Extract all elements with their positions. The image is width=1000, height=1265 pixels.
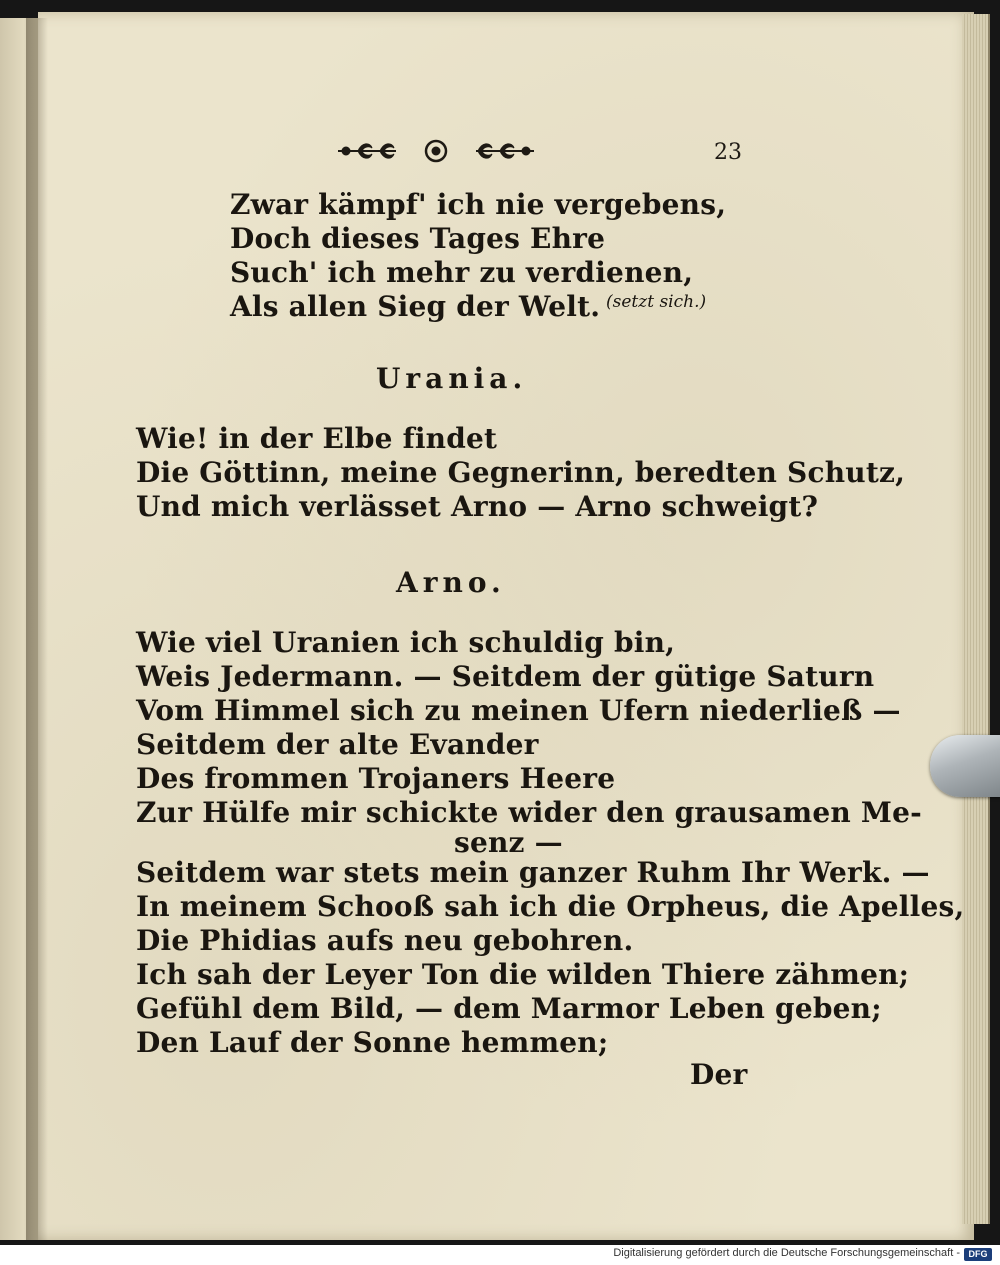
stage-direction: (setzt sich.) bbox=[606, 292, 707, 312]
ornament-icon bbox=[336, 136, 536, 166]
verse-line: Vom Himmel sich zu meinen Ufern niederließ — bbox=[136, 694, 901, 727]
verse-line: Zwar kämpf' ich nie vergebens, bbox=[230, 188, 727, 221]
verse-line: Den Lauf der Sonne hemmen; bbox=[136, 1026, 609, 1059]
speaker-name: Arno. bbox=[396, 566, 506, 599]
verse-line: Doch dieses Tages Ehre bbox=[230, 222, 606, 255]
verse-line: Ich sah der Leyer Ton die wilden Thiere zähmen; bbox=[136, 958, 910, 991]
funding-credit: Digitalisierung gefördert durch die Deutsche Forschungsgemeinschaft - bbox=[613, 1247, 960, 1259]
verse-line: Und mich verlässet Arno — Arno schweigt? bbox=[136, 490, 819, 523]
verse-line: senz — bbox=[454, 826, 563, 859]
page-stack-edge bbox=[962, 14, 990, 1224]
footer-bar bbox=[0, 1245, 1000, 1265]
verse-line: Seitdem der alte Evander bbox=[136, 728, 539, 761]
verse-line: Gefühl dem Bild, — dem Marmor Leben geben; bbox=[136, 992, 882, 1025]
verse-line: Weis Jedermann. — Seitdem der gütige Saturn bbox=[136, 660, 875, 693]
page-number: 23 bbox=[714, 140, 742, 165]
verse-line: Zur Hülfe mir schickte wider den grausamen Me- bbox=[136, 796, 922, 829]
page-clip bbox=[930, 735, 1000, 797]
speaker-name: Urania. bbox=[376, 362, 528, 395]
verse-line: Such' ich mehr zu verdienen, bbox=[230, 256, 694, 289]
dfg-logo: DFG bbox=[964, 1248, 992, 1261]
verse-line: Wie viel Uranien ich schuldig bin, bbox=[136, 626, 676, 659]
book-gutter bbox=[26, 18, 48, 1240]
verse-line: Wie! in der Elbe findet bbox=[136, 422, 498, 455]
verse-line: Seitdem war stets mein ganzer Ruhm Ihr Werk. — bbox=[136, 856, 930, 889]
catchword: Der bbox=[690, 1058, 748, 1091]
verse-line: Als allen Sieg der Welt. bbox=[230, 290, 601, 323]
verse-line: Die Phidias aufs neu gebohren. bbox=[136, 924, 634, 957]
verse-line: In meinem Schooß sah ich die Orpheus, die Apelles, bbox=[136, 890, 965, 923]
verse-line: Des frommen Trojaners Heere bbox=[136, 762, 616, 795]
verse-line: Die Göttinn, meine Gegnerinn, beredten Schutz, bbox=[136, 456, 906, 489]
